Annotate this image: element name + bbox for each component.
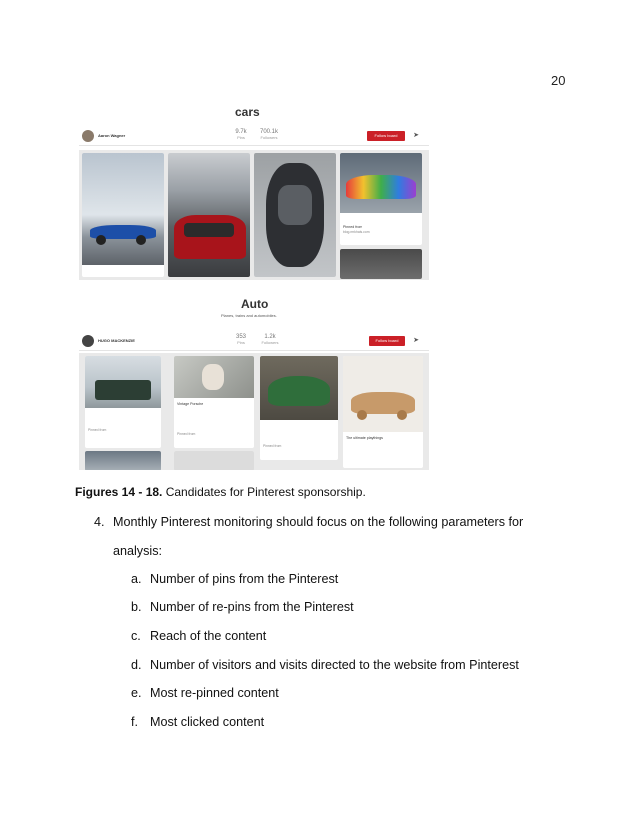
car-image-rainbow-painted — [340, 153, 422, 213]
car-image-coastline — [85, 451, 161, 470]
sublist-item-text: Number of re-pins from the Pinterest — [150, 600, 354, 614]
stat-label: Followers — [261, 340, 279, 345]
pin-card[interactable] — [85, 356, 161, 448]
pins-count — [229, 129, 253, 140]
figure-caption-text: Candidates for Pinterest sponsorship. — [162, 485, 366, 499]
pins-count — [229, 334, 253, 345]
car-image-porsche-918 — [254, 153, 336, 277]
pin-source: Pinned from — [88, 428, 107, 432]
pinterest-board-screenshot-cars — [75, 95, 433, 280]
sublist-item-text: Most re-pinned content — [150, 686, 279, 700]
board-owner-name[interactable]: Aaron Wagner — [98, 133, 126, 138]
followers-count — [255, 129, 283, 140]
pin-card[interactable] — [174, 356, 254, 448]
avatar[interactable] — [82, 335, 94, 347]
pin-card[interactable] — [168, 153, 250, 277]
sublist-item-text: Number of pins from the Pinterest — [150, 572, 339, 586]
stat-value: 9.7k — [235, 129, 247, 135]
pin-card[interactable] — [340, 153, 422, 245]
list-item-text-continued: analysis: — [113, 544, 162, 558]
board-description: Planes, trains and automobiles. — [221, 313, 277, 318]
board-owner-name[interactable]: HUGO MACKENZIE — [98, 338, 135, 343]
pin-card[interactable] — [343, 356, 423, 468]
pin-caption: Pinned from — [343, 225, 363, 229]
sublist-item-text: Reach of the content — [150, 629, 267, 643]
pin-caption: The ultimate playthings — [346, 436, 383, 440]
pin-card[interactable] — [254, 153, 336, 277]
figure-caption-label: Figures 14 - 18. — [75, 485, 163, 499]
send-icon[interactable]: ➤ — [413, 132, 419, 139]
image-man-with-car — [174, 356, 254, 398]
car-image-dark-interior — [340, 249, 422, 279]
sublist-item-letter: b. — [131, 600, 142, 614]
pin-card[interactable] — [85, 451, 161, 470]
stat-value: 700.1k — [259, 129, 278, 135]
figure-caption — [75, 485, 366, 499]
stat-label: Pins — [237, 340, 245, 345]
sublist-item-letter: d. — [131, 658, 142, 672]
pinterest-board-screenshot-auto — [75, 295, 433, 470]
follow-board-button[interactable]: Follow board — [367, 131, 405, 141]
stat-value: 1.2k — [264, 334, 276, 340]
pin-card[interactable] — [260, 356, 338, 460]
sublist-item-text: Most clicked content — [150, 715, 265, 729]
send-icon[interactable]: ➤ — [413, 337, 419, 344]
stat-label: Pins — [237, 135, 245, 140]
pin-card[interactable] — [82, 153, 164, 277]
pin-caption: Vintage Porsche — [177, 402, 204, 406]
sublist-item-letter: e. — [131, 686, 142, 700]
stat-label: Followers — [260, 135, 278, 140]
pin-card[interactable] — [174, 451, 254, 470]
board-header — [79, 332, 429, 351]
car-image-light — [174, 451, 254, 470]
sublist-item-letter: a. — [131, 572, 142, 586]
list-item-text: Monthly Pinterest monitoring should focus on the following parameters for — [113, 515, 524, 529]
sublist-item-letter: c. — [131, 629, 141, 643]
board-title: Auto — [241, 297, 269, 311]
car-image-red-ferrari — [168, 153, 250, 277]
avatar[interactable] — [82, 130, 94, 142]
followers-count — [257, 334, 283, 345]
page-number: 20 — [551, 73, 566, 88]
board-header — [79, 127, 429, 146]
list-item-number: 4. — [94, 515, 105, 529]
pin-source: Pinned from — [263, 444, 282, 448]
pin-grid — [79, 353, 429, 470]
board-title: cars — [235, 105, 260, 119]
car-image-green-porsche — [260, 356, 338, 420]
sublist-item-text: Number of visitors and visits directed to the website from Pinterest — [150, 658, 519, 672]
pin-grid — [79, 150, 429, 280]
sublist-item-letter: f. — [131, 715, 138, 729]
car-image-wooden-car — [343, 356, 423, 432]
pin-card[interactable] — [340, 249, 422, 279]
car-image-range-rover — [85, 356, 161, 408]
follow-board-button[interactable]: Follow board — [369, 336, 405, 346]
pin-source: Pinned from — [177, 432, 196, 436]
pin-source: blog.mrkhals.com — [343, 230, 370, 234]
car-image-blue-sportscar — [82, 153, 164, 265]
stat-value: 353 — [235, 334, 246, 340]
